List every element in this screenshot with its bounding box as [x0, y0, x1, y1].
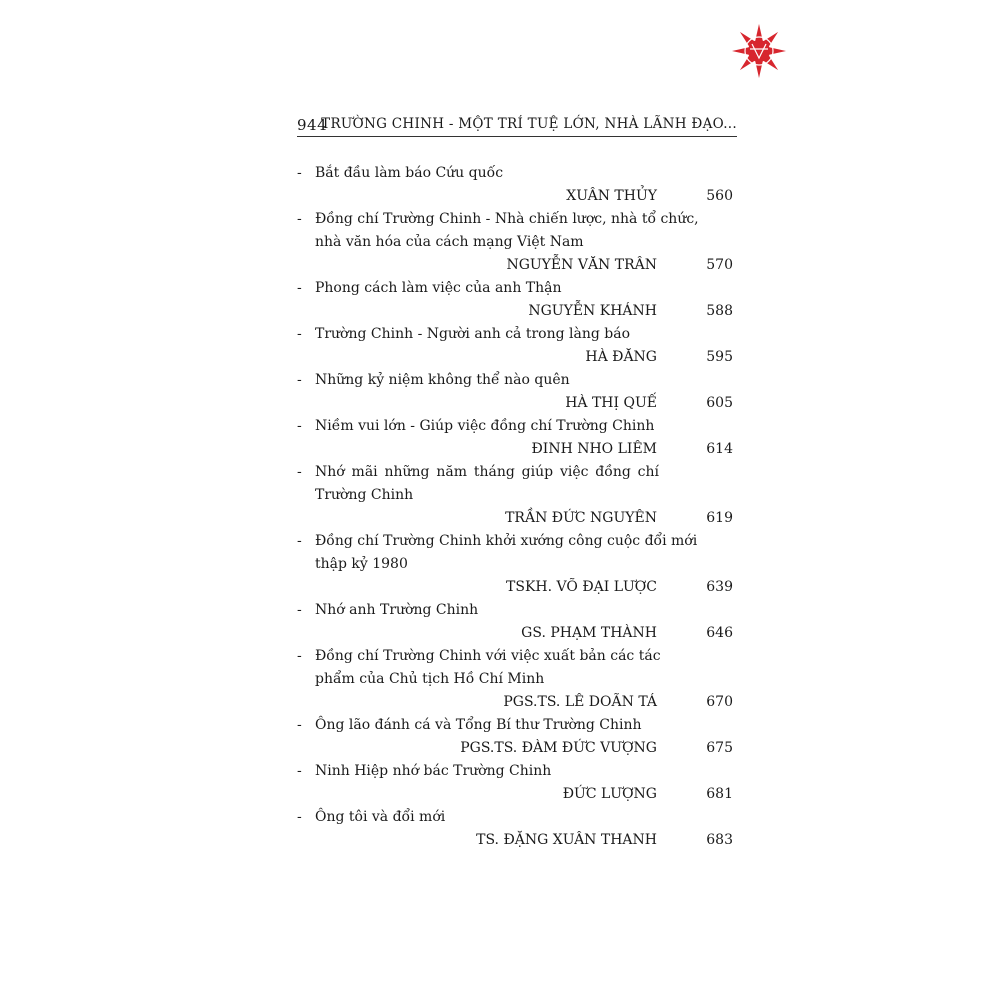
entry-author: ĐỨC LƯỢNG — [562, 786, 657, 802]
toc-title-line — [297, 714, 737, 737]
toc-author-line — [297, 691, 737, 714]
toc-entry — [297, 714, 737, 760]
toc-author-line — [297, 622, 737, 645]
entry-title: Đồng chí Trường Chinh với việc xuất bản các tác — [315, 648, 661, 664]
entry-title: Bắt đầu làm báo Cứu quốc — [315, 165, 504, 181]
entry-title: Đồng chí Trường Chinh - Nhà chiến lược, nhà tổ chức, — [315, 211, 699, 227]
entry-title: Trường Chinh — [315, 487, 414, 503]
entry-title: Phong cách làm việc của anh Thận — [315, 280, 562, 296]
running-title: TRƯỜNG CHINH - MỘT TRÍ TUỆ LỚN, NHÀ LÃNH ĐẠO... — [321, 116, 737, 132]
entry-author: PGS.TS. LÊ DOÃN TÁ — [503, 694, 657, 710]
entry-title: Ninh Hiệp nhớ bác Trường Chinh — [315, 763, 552, 779]
entry-author: ĐINH NHO LIÊM — [531, 441, 657, 457]
entry-dash: - — [297, 418, 302, 434]
entry-page-number: 670 — [706, 694, 733, 710]
entry-title: Nhớ anh Trường Chinh — [315, 602, 479, 618]
entry-dash: - — [297, 717, 302, 733]
toc-title-line — [297, 369, 737, 392]
toc-title-line — [297, 461, 737, 484]
entry-page-number: 675 — [706, 740, 733, 756]
entry-author: NGUYỄN VĂN TRÂN — [506, 257, 657, 273]
table-of-contents — [297, 162, 737, 852]
entry-title: Đồng chí Trường Chinh khởi xướng công cuộc đổi mới — [315, 533, 698, 549]
entry-page-number: 560 — [706, 188, 733, 204]
entry-title: Ông tôi và đổi mới — [315, 809, 446, 825]
entry-author: HÀ THỊ QUẾ — [565, 395, 657, 411]
entry-author: TSKH. VÕ ĐẠI LƯỢC — [506, 579, 657, 595]
toc-title-line — [297, 162, 737, 185]
entry-page-number: 570 — [706, 257, 733, 273]
entry-title: Ông lão đánh cá và Tổng Bí thư Trường Chinh — [315, 717, 642, 733]
entry-dash: - — [297, 464, 302, 480]
toc-entry — [297, 369, 737, 415]
entry-dash: - — [297, 533, 302, 549]
entry-dash: - — [297, 648, 302, 664]
toc-title-line — [297, 484, 737, 507]
toc-entry — [297, 461, 737, 530]
toc-author-line — [297, 737, 737, 760]
entry-author: TS. ĐẶNG XUÂN THANH — [476, 832, 657, 848]
entry-title: nhà văn hóa của cách mạng Việt Nam — [315, 234, 584, 250]
entry-author: TRẦN ĐỨC NGUYÊN — [505, 510, 657, 526]
toc-author-line — [297, 346, 737, 369]
toc-title-line — [297, 645, 737, 668]
toc-entry — [297, 323, 737, 369]
toc-entry — [297, 806, 737, 852]
toc-author-line — [297, 254, 737, 277]
entry-page-number: 605 — [706, 395, 733, 411]
entry-page-number: 639 — [706, 579, 733, 595]
entry-page-number: 683 — [706, 832, 733, 848]
entry-dash: - — [297, 372, 302, 388]
toc-author-line — [297, 300, 737, 323]
toc-title-line — [297, 553, 737, 576]
toc-entry — [297, 415, 737, 461]
toc-title-line — [297, 668, 737, 691]
toc-entry — [297, 277, 737, 323]
entry-page-number: 619 — [706, 510, 733, 526]
entry-dash: - — [297, 602, 302, 618]
toc-author-line — [297, 438, 737, 461]
entry-title: Nhớ mãi những năm tháng giúp việc đồng chí — [315, 464, 659, 480]
toc-entry — [297, 208, 737, 277]
toc-title-line — [297, 231, 737, 254]
entry-dash: - — [297, 809, 302, 825]
entry-dash: - — [297, 280, 302, 296]
toc-title-line — [297, 806, 737, 829]
entry-dash: - — [297, 763, 302, 779]
toc-title-line — [297, 760, 737, 783]
entry-dash: - — [297, 165, 302, 181]
toc-entry — [297, 599, 737, 645]
page-number: 944 — [297, 116, 328, 134]
toc-title-line — [297, 208, 737, 231]
entry-page-number: 595 — [706, 349, 733, 365]
entry-author: HÀ ĐĂNG — [585, 349, 657, 365]
toc-author-line — [297, 507, 737, 530]
toc-entry — [297, 162, 737, 208]
toc-title-line — [297, 323, 737, 346]
entry-author: GS. PHẠM THÀNH — [521, 625, 657, 641]
entry-page-number: 646 — [706, 625, 733, 641]
toc-author-line — [297, 829, 737, 852]
toc-title-line — [297, 599, 737, 622]
entry-title: phẩm của Chủ tịch Hồ Chí Minh — [315, 671, 545, 687]
running-header — [297, 116, 737, 137]
toc-author-line — [297, 576, 737, 599]
entry-title: thập kỷ 1980 — [315, 556, 408, 572]
entry-page-number: 588 — [706, 303, 733, 319]
entry-dash: - — [297, 211, 302, 227]
toc-author-line — [297, 392, 737, 415]
toc-title-line — [297, 277, 737, 300]
entry-title: Những kỷ niệm không thể nào quên — [315, 372, 570, 388]
entry-dash: - — [297, 326, 302, 342]
toc-title-line — [297, 415, 737, 438]
toc-author-line — [297, 185, 737, 208]
entry-title: Trường Chinh - Người anh cả trong làng báo — [315, 326, 630, 342]
entry-author: PGS.TS. ĐÀM ĐỨC VƯỢNG — [460, 740, 657, 756]
entry-page-number: 614 — [706, 441, 733, 457]
toc-author-line — [297, 783, 737, 806]
toc-entry — [297, 760, 737, 806]
entry-page-number: 681 — [706, 786, 733, 802]
entry-author: NGUYỄN KHÁNH — [528, 303, 657, 319]
toc-entry — [297, 530, 737, 599]
toc-title-line — [297, 530, 737, 553]
entry-author: XUÂN THỦY — [566, 188, 657, 204]
star-emblem-icon — [730, 22, 788, 80]
toc-entry — [297, 645, 737, 714]
entry-title: Niềm vui lớn - Giúp việc đồng chí Trường Chinh — [315, 418, 655, 434]
